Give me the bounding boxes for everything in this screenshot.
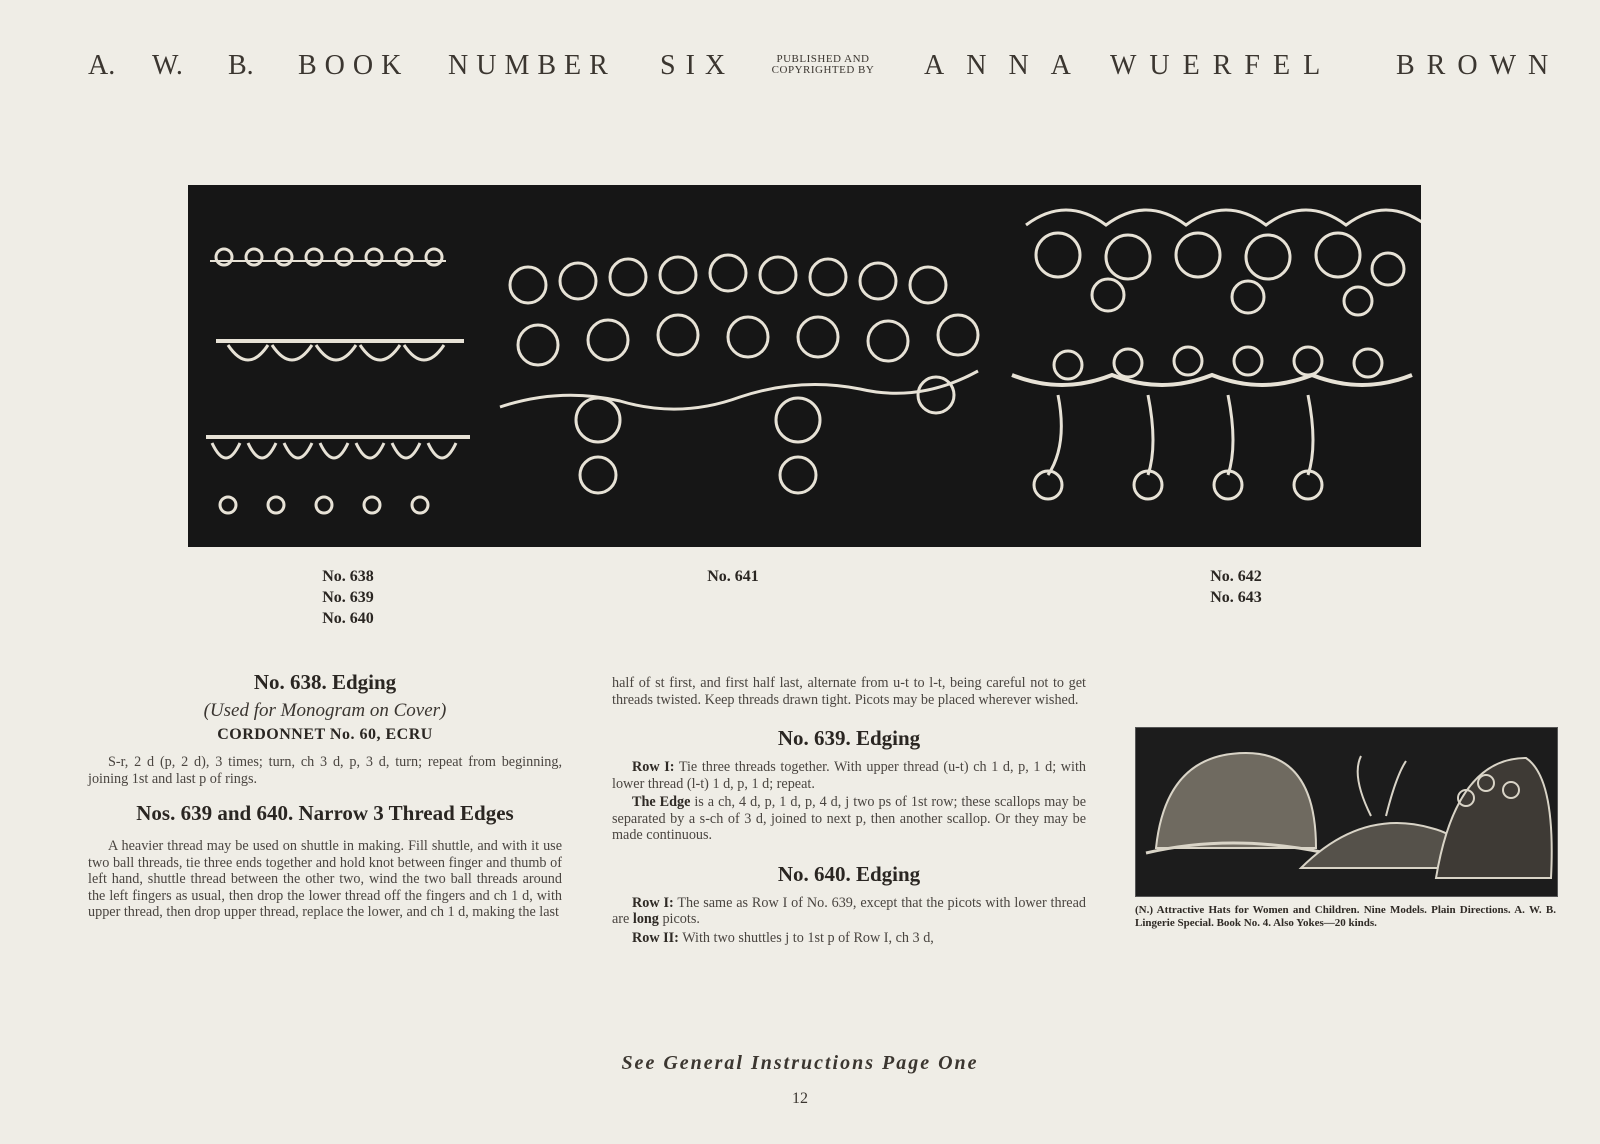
title-no-640: No. 640. Edging bbox=[777, 861, 921, 886]
header-word-six: SIX bbox=[660, 50, 736, 81]
hats-drawing bbox=[1136, 728, 1557, 896]
caption-no-642: No. 642 bbox=[1210, 568, 1262, 585]
body-nos-639-640: A heavier thread may be used on shuttle in making. Fill shuttle, and with it use two ball threads, tie three ends together and hold knot between finger and thumb of left hand, shuttle thread between the other two, wind the two ball threads around the left fingers as usual, then drop the lower thread off the fingers and ch 1 d, with upper thread, then drop upper thread, replace the lower, and ch 1 d, making the last bbox=[88, 838, 562, 920]
row1-text-640-long: long bbox=[632, 911, 659, 927]
header-word-number: NUMBER bbox=[448, 50, 616, 81]
lace-edgings-photo bbox=[188, 185, 1421, 547]
hat-left bbox=[1156, 753, 1316, 848]
caption-no-641: No. 641 bbox=[707, 568, 759, 585]
row1-no-639 bbox=[612, 759, 1086, 792]
row1-text-639: Tie three threads together. With upper thread (u-t) ch 1 d, p, 1 d; with lower thread (l-t) 1 d, p, 1 d; repeat. bbox=[612, 759, 1086, 792]
header-published-by bbox=[748, 54, 898, 76]
caption-no-643: No. 643 bbox=[1210, 589, 1262, 606]
row1-label-639: Row I: bbox=[632, 759, 675, 775]
edge-label: The Edge bbox=[632, 794, 691, 810]
caption-no-639: No. 639 bbox=[322, 589, 374, 606]
title-no-638: No. 638. Edging bbox=[253, 670, 397, 694]
header-word-book: BOOK bbox=[298, 50, 410, 81]
title-nos-639-640: Nos. 639 and 640. Narrow 3 Thread Edges bbox=[136, 801, 514, 825]
lace-sample-639 bbox=[216, 341, 464, 360]
header-initial-a: A. bbox=[88, 50, 116, 81]
header-initial-w: W. bbox=[152, 50, 183, 81]
header-published-line2: COPYRIGHTED BY bbox=[771, 64, 875, 76]
header-name-brown: BROWN bbox=[1396, 50, 1561, 81]
lace-sample-643 bbox=[1012, 347, 1412, 499]
lace-sample-641 bbox=[500, 255, 978, 493]
edge-text: is a ch, 4 d, p, 1 d, p, 4 d, j two ps of 1st row; these scallops may be separated by a s-ch of 3 d, joined to next p, then another scallop. Or they may be made continuous. bbox=[612, 794, 1086, 843]
header-name-anna: ANNA bbox=[924, 50, 1093, 81]
page-number: 12 bbox=[792, 1090, 808, 1107]
body-no-638: S-r, 2 d (p, 2 d), 3 times; turn, ch 3 d, p, 3 d, turn; repeat from beginning, joining 1st and last p of rings. bbox=[88, 754, 562, 787]
hats-inset-photo bbox=[1135, 727, 1558, 897]
row2-no-640 bbox=[612, 930, 1086, 947]
caption-no-640: No. 640 bbox=[322, 610, 374, 627]
general-instructions-note: See General Instructions Page One bbox=[621, 1052, 979, 1074]
title-no-639: No. 639. Edging bbox=[777, 726, 921, 750]
header-published-line1: PUBLISHED AND bbox=[776, 53, 870, 65]
caption-left bbox=[288, 566, 408, 629]
hat-right bbox=[1436, 758, 1552, 878]
row1-text-640-a: The same as Row I of No. 639, except that the picots with lower thread are bbox=[612, 894, 1086, 927]
row2-label-640: Row II: bbox=[632, 929, 679, 946]
caption-right bbox=[1176, 566, 1296, 608]
thread-no-638: CORDONNET No. 60, ECRU bbox=[217, 726, 433, 743]
header-initial-b: B. bbox=[228, 50, 254, 81]
body-continued: half of st first, and first half last, alternate from u-t to l-t, being careful not to get threads twisted. Keep threads drawn tight. Picots may be placed wherever wished. bbox=[612, 675, 1086, 708]
lace-photo-drawing bbox=[188, 185, 1421, 547]
inset-caption: (N.) Attractive Hats for Women and Children. Nine Models. Plain Directions. A. W. B. Lingerie Special. Book No. 4. Also Yokes—20 kinds. bbox=[1135, 904, 1556, 929]
subtitle-no-638: (Used for Monogram on Cover) bbox=[203, 700, 447, 721]
row1-no-640 bbox=[612, 895, 1086, 928]
row2-text-640: With two shuttles j to 1st p of Row I, ch 3 d, bbox=[682, 929, 934, 946]
lace-sample-642 bbox=[1026, 210, 1421, 315]
row1-text-640-b: picots. bbox=[662, 911, 700, 927]
lace-sample-638 bbox=[210, 249, 446, 265]
edge-no-639 bbox=[612, 794, 1086, 844]
caption-no-638: No. 638 bbox=[322, 568, 374, 585]
middle-column bbox=[612, 675, 1086, 946]
lace-sample-640 bbox=[206, 437, 470, 513]
header-name-wuerfel: WUERFEL bbox=[1110, 50, 1334, 81]
left-column bbox=[88, 670, 562, 921]
row1-label-640: Row I: bbox=[632, 894, 674, 911]
